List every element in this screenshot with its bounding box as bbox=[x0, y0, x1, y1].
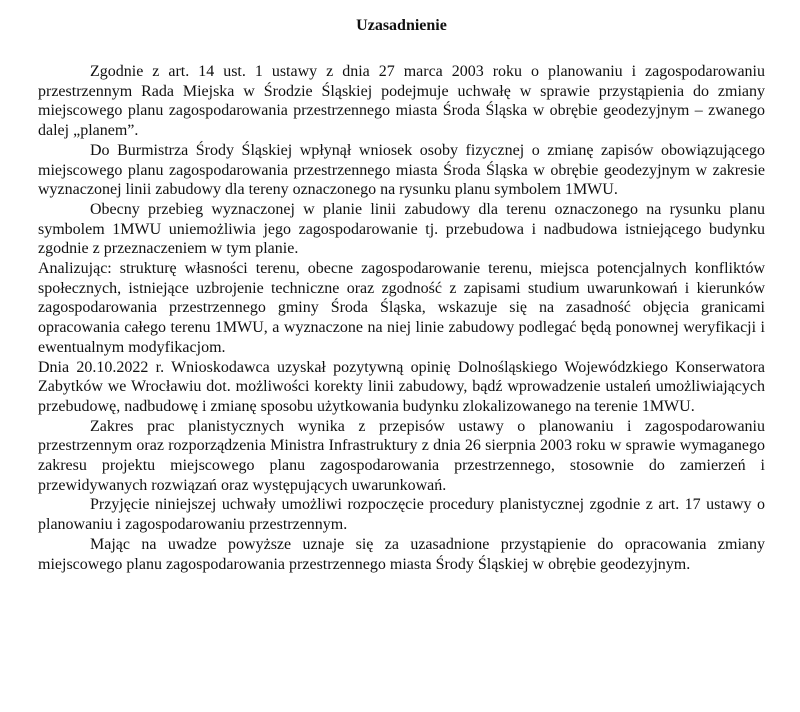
paragraph-adoption: Przyjęcie niniejszej uchwały umożliwi rozpoczęcie procedury planistycznej zgodnie z art. 17 ustawy o planowaniu i zagospodarowaniu przestrzennym. bbox=[38, 496, 765, 534]
paragraph-scope: Zakres prac planistycznych wynika z przepisów ustawy o planowaniu i zagospodarowaniu przestrzennym oraz rozporządzenia Ministra Infrastruktury z dnia 26 sierpnia 2003 roku w sprawie wymaganego zakresu projektu miejscowego planu zagospodarowania przestrzennego, stosownie do zamierzeń i przewidywanych rozwiązań oraz występujących uwarunkowań. bbox=[38, 417, 765, 494]
document-title: Uzasadnienie bbox=[356, 17, 447, 34]
paragraph-conclusion: Mając na uwadze powyższe uznaje się za uzasadnione przystąpienie do opracowania zmiany miejscowego planu zagospodarowania przestrzennego miasta Środy Śląskiej w obrębie geodezyjnym. bbox=[38, 535, 765, 573]
paragraph-analysis: Analizując: strukturę własności terenu, obecne zagospodarowanie terenu, miejsca potencjalnych konfliktów społecznych, istniejące uzbrojenie techniczne oraz zgodność z zapisami studium uwarunkowań i kierunków zagospodarowania przestrzennego gminy Środa Śląska, wskazuje się na zasadność objęcia granicami opracowania całego terenu 1MWU, a wyznaczone na niej linie zabudowy podlegać będą ponownej weryfikacji i ewentualnym modyfikacjom. bbox=[38, 260, 765, 356]
paragraph-conservator-opinion: Dnia 20.10.2022 r. Wnioskodawca uzyskał pozytywną opinię Dolnośląskiego Wojewódzkiego Konserwatora Zabytków we Wrocławiu dot. możliwości korekty linii zabudowy, bądź wprowadzenie ustaleń umożliwiających przebudowę, nadbudowę i zmianę sposobu użytkowania budynku zlokalizowanego na terenie 1MWU. bbox=[38, 358, 765, 415]
paragraph-request: Do Burmistrza Środy Śląskiej wpłynął wniosek osoby fizycznej o zmianę zapisów obowiązującego miejscowego planu zagospodarowania przestrzennego miasta Środa Śląska w obrębie geodezyjnym w zakresie wyznaczonej linii zabudowy dla tereny oznaczonego na rysunku planu symbolem 1MWU. bbox=[38, 141, 765, 199]
paragraph-legal-basis: Zgodnie z art. 14 ust. 1 ustawy z dnia 27 marca 2003 roku o planowaniu i zagospodarowaniu przestrzennym Rada Miejska w Środzie Śląskiej podejmuje uchwałę w sprawie przystąpienia do zmiany miejscowego planu zagospodarowania przestrzennego miasta Środa Śląska w obrębie geodezyjnym – zwanego dalej „planem”. bbox=[38, 63, 765, 140]
paragraph-current-state: Obecny przebieg wyznaczonej w planie linii zabudowy dla terenu oznaczonego na rysunku planu symbolem 1MWU uniemożliwia jego zagospodarowanie tj. przebudowa i nadbudowa istniejącego budynku zgodnie z przeznaczeniem w tym planie. bbox=[38, 200, 765, 258]
